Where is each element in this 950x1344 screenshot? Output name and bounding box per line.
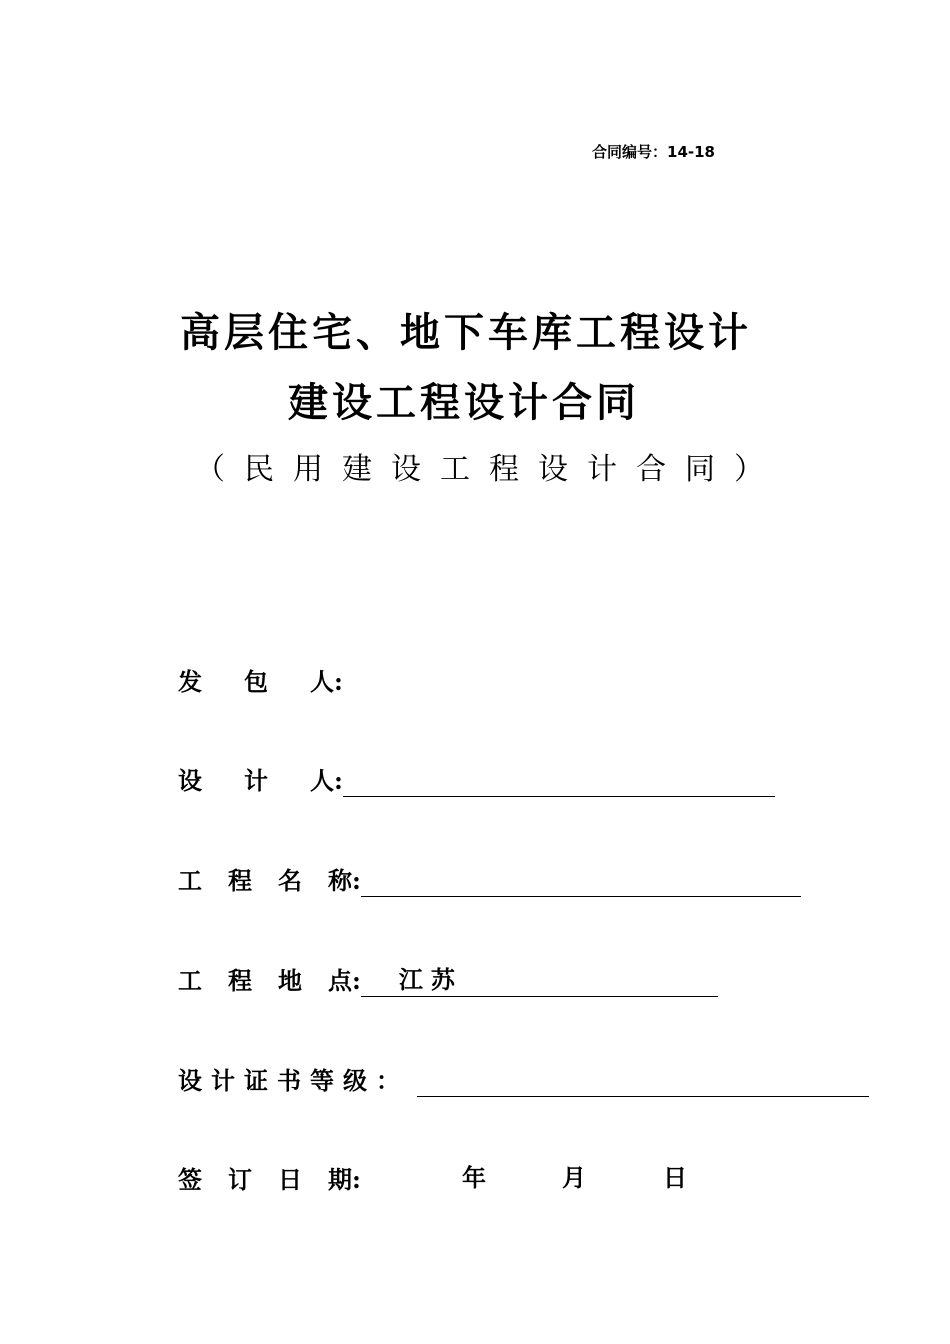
contract-number-value: 14-18 bbox=[667, 143, 715, 161]
date-day-label: 日 bbox=[663, 1163, 687, 1192]
designer-input-line[interactable] bbox=[343, 767, 775, 797]
project-name-input-line[interactable] bbox=[361, 867, 801, 897]
certificate-grade-input-line[interactable] bbox=[417, 1067, 869, 1097]
project-location-field bbox=[178, 963, 718, 997]
project-name-label: 工 程 名 称: bbox=[178, 866, 361, 895]
employer-field bbox=[178, 664, 343, 698]
date-year-label: 年 bbox=[462, 1163, 486, 1192]
document-title-line-2: 建设工程设计合同 bbox=[288, 379, 640, 426]
employer-label: 发 包 人: bbox=[178, 667, 343, 696]
contract-number-label: 合同编号： bbox=[592, 143, 668, 161]
designer-label: 设 计 人: bbox=[178, 766, 343, 795]
certificate-grade-label: 设计证书等级： bbox=[178, 1066, 409, 1095]
date-month-label: 月 bbox=[562, 1163, 586, 1192]
project-name-field bbox=[178, 863, 801, 897]
project-location-input-line[interactable]: 江苏 bbox=[361, 967, 718, 997]
certificate-grade-field bbox=[178, 1063, 869, 1097]
contract-number bbox=[592, 141, 715, 162]
designer-field bbox=[178, 763, 775, 797]
project-location-label: 工 程 地 点: bbox=[178, 966, 361, 995]
document-title-line-1: 高层住宅、地下车库工程设计 bbox=[180, 309, 752, 356]
signing-date-label: 签 订 日 期: bbox=[178, 1165, 361, 1194]
document-subtitle: （民用建设工程设计合同） bbox=[195, 452, 783, 487]
signing-date-field bbox=[178, 1162, 361, 1196]
